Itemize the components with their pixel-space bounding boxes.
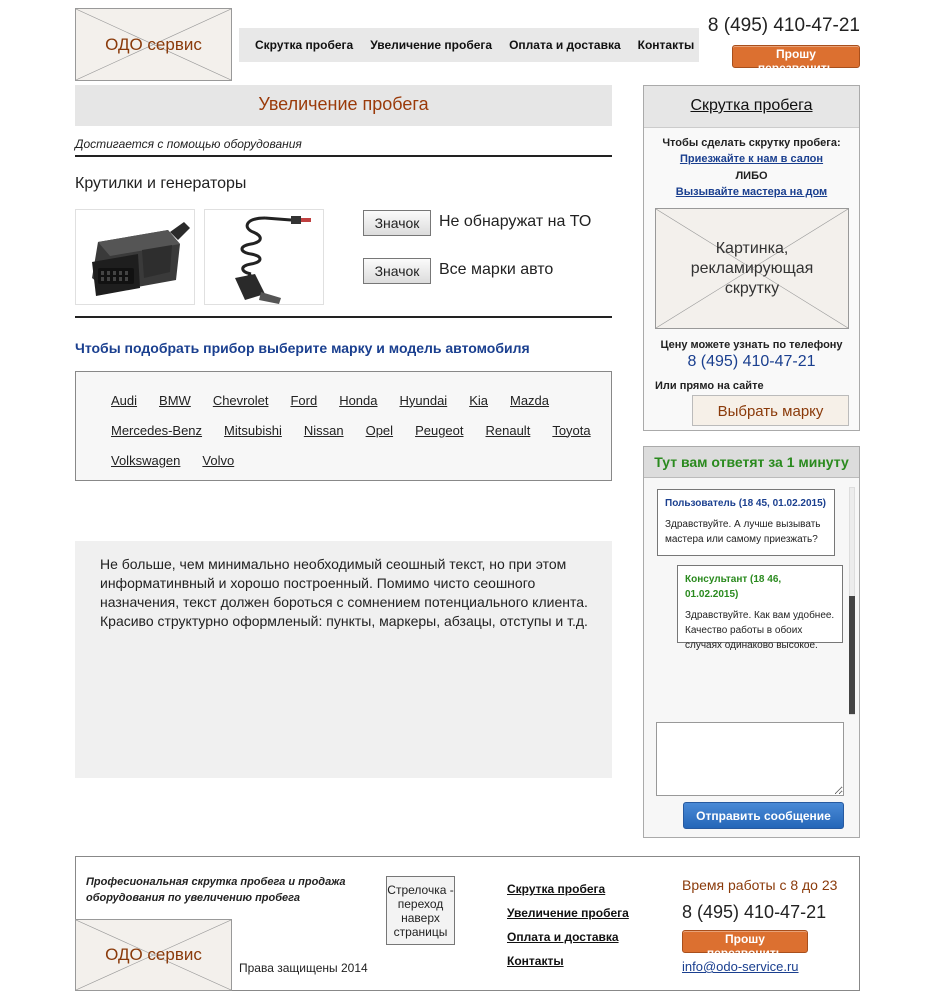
brand-picker-title: Чтобы подобрать прибор выберите марку и модель автомобиля xyxy=(75,340,530,356)
footer-callback-button[interactable]: Прошу перезвонить xyxy=(682,930,808,953)
page-subtitle: Достигается с помощью оборудования xyxy=(75,137,302,151)
promo-link-salon[interactable]: Приезжайте к нам в салон xyxy=(679,153,824,165)
feature-text-1: Не обнаружат на ТО xyxy=(439,213,592,230)
scroll-to-top-button[interactable]: Стрелочка - переход наверх страницы xyxy=(386,876,455,945)
chat-message-author: Консультант (18 46, 01.02.2015) xyxy=(685,574,782,600)
footer-copyright: Права защищены 2014 xyxy=(239,961,368,975)
badge-button-2[interactable]: Значок xyxy=(363,258,431,284)
brand-link-bmw[interactable]: BMW xyxy=(159,392,191,408)
promo-link-master[interactable]: Вызывайте мастера на дом xyxy=(675,186,828,198)
product-image-cable[interactable] xyxy=(204,209,324,305)
footer-link-skrutka[interactable]: Скрутка пробега xyxy=(507,882,606,896)
header-phone: 8 (495) 410-47-21 xyxy=(707,15,860,36)
seo-text-block: Не больше, чем минимально необходимый сеошный текст, но при этом информатинвный и хорошо построенный. Помимо чисто сеошного назначения, текст должен бороться с сомнением потенциального клиента. Красиво структурно оформленый: пункты, маркеры, абзацы, отступы и т.д. xyxy=(75,541,612,778)
chat-message-user xyxy=(657,489,835,556)
footer-logo[interactable] xyxy=(75,919,232,991)
feature-text-2: Все марки авто xyxy=(439,261,554,278)
obd-connector-image xyxy=(76,210,196,306)
divider-middle xyxy=(75,316,612,318)
promo-line: Чтобы сделать скрутку пробега: xyxy=(662,137,841,149)
footer-work-hours: Время работы с 8 до 23 xyxy=(682,877,838,893)
promo-image-text: Картинка, рекламирующая скрутку xyxy=(690,239,814,297)
brand-link-volkswagen[interactable]: Volkswagen xyxy=(111,452,181,468)
chat-message-input[interactable] xyxy=(656,722,844,796)
brand-link-renault[interactable]: Renault xyxy=(485,422,531,438)
brand-link-toyota[interactable]: Toyota xyxy=(552,422,591,438)
pick-brand-button[interactable]: Выбрать марку xyxy=(692,395,849,426)
footer-logo-text: ОДО сервис xyxy=(105,945,202,964)
chat-message-consultant xyxy=(677,565,843,651)
nav-link-uvelichenie[interactable]: Увеличение пробега xyxy=(370,38,493,52)
chat-message-text: Здравствуйте. Как вам удобнее. Качество работы в обоих случаях одинаково высокое. xyxy=(685,610,835,651)
brand-list xyxy=(75,371,612,481)
promo-title-link[interactable]: Скрутка пробега xyxy=(644,86,859,128)
chat-scrollbar-thumb[interactable] xyxy=(849,596,855,714)
chat-title: Тут вам ответят за 1 минуту xyxy=(644,447,859,478)
footer-phone: 8 (495) 410-47-21 xyxy=(682,902,827,922)
brand-link-opel[interactable]: Opel xyxy=(365,422,394,438)
page-title: Увеличение пробега xyxy=(75,85,612,126)
footer-link-uvelichenie[interactable]: Увеличение пробега xyxy=(507,906,629,920)
nav-link-skrutka[interactable]: Скрутка пробега xyxy=(255,38,354,52)
promo-price-text: Цену можете узнать по телефону xyxy=(660,339,843,351)
nav-link-oplata[interactable]: Оплата и доставка xyxy=(509,38,621,52)
brand-link-chevrolet[interactable]: Chevrolet xyxy=(212,392,269,408)
promo-phone: 8 (495) 410-47-21 xyxy=(687,353,816,370)
logo-text: ОДО сервис xyxy=(105,34,202,54)
footer-link-oplata[interactable]: Оплата и доставка xyxy=(507,930,619,944)
send-message-button[interactable]: Отправить сообщение xyxy=(683,802,844,829)
chat-scrollbar[interactable] xyxy=(849,487,855,715)
footer xyxy=(75,856,860,991)
brand-row xyxy=(111,415,611,445)
brand-link-ford[interactable]: Ford xyxy=(290,392,318,408)
promo-image[interactable] xyxy=(655,208,849,329)
section-title: Крутилки и генераторы xyxy=(75,175,247,192)
footer-email-link[interactable]: info@odo-service.ru xyxy=(682,959,799,974)
brand-link-audi[interactable]: Audi xyxy=(111,392,138,408)
chat-message-text: Здравствуйте. А лучше вызывать мастера или самому приезжать? xyxy=(665,519,821,545)
product-image-obd[interactable] xyxy=(75,209,195,305)
brand-link-kia[interactable]: Kia xyxy=(469,392,488,408)
brand-link-volvo[interactable]: Volvo xyxy=(202,452,235,468)
promo-or: ЛИБО xyxy=(735,170,768,182)
car-charger-cable-image xyxy=(205,210,325,306)
footer-tagline: Професиональная скрутка пробега и продажа оборудования по увеличению пробега xyxy=(86,876,346,904)
brand-link-peugeot[interactable]: Peugeot xyxy=(415,422,464,438)
brand-link-mercedes-benz[interactable]: Mercedes-Benz xyxy=(111,422,203,438)
top-navigation xyxy=(239,28,699,62)
chat-panel xyxy=(643,446,860,838)
footer-link-kontakty[interactable]: Контакты xyxy=(507,954,564,968)
brand-link-honda[interactable]: Honda xyxy=(339,392,378,408)
badge-button-1[interactable]: Значок xyxy=(363,210,431,236)
promo-panel xyxy=(643,85,860,431)
brand-link-mitsubishi[interactable]: Mitsubishi xyxy=(224,422,282,438)
brand-row xyxy=(111,445,611,475)
brand-link-mazda[interactable]: Mazda xyxy=(510,392,550,408)
callback-button[interactable]: Прошу перезвонить xyxy=(732,45,860,68)
promo-site-text: Или прямо на сайте xyxy=(655,380,764,392)
brand-link-nissan[interactable]: Nissan xyxy=(303,422,344,438)
brand-link-hyundai[interactable]: Hyundai xyxy=(399,392,448,408)
chat-message-author: Пользователь (18 45, 01.02.2015) xyxy=(665,498,826,509)
divider-top xyxy=(75,155,612,157)
nav-link-kontakty[interactable]: Контакты xyxy=(637,38,695,52)
header-logo[interactable] xyxy=(75,8,232,81)
brand-row xyxy=(111,385,611,415)
